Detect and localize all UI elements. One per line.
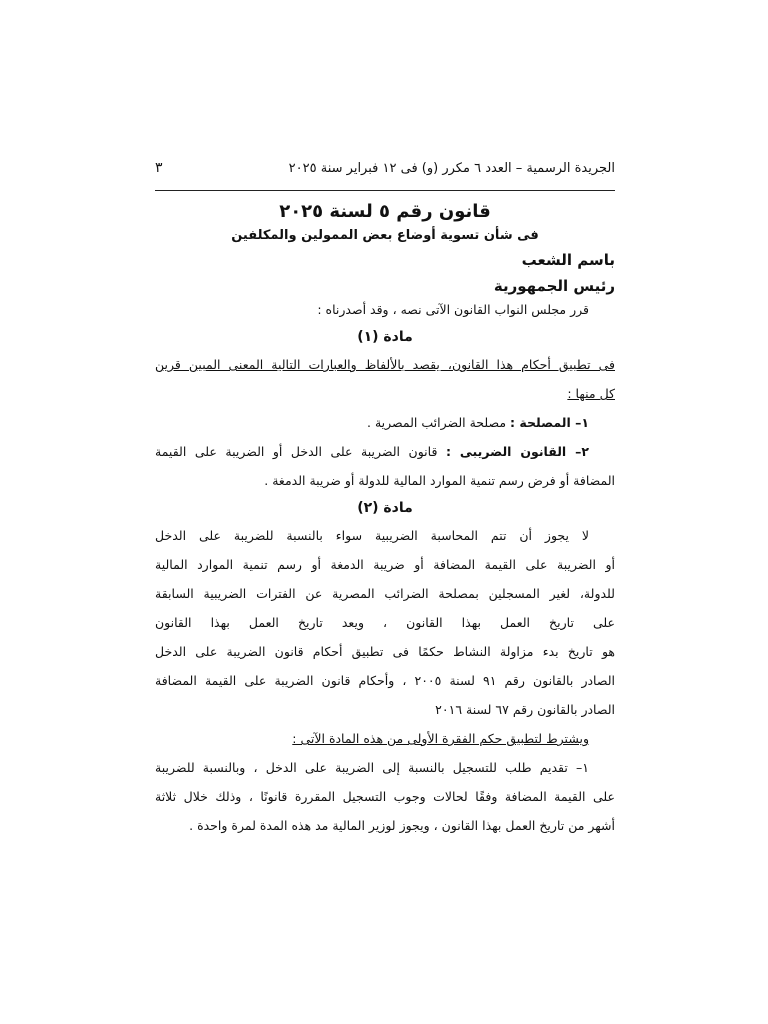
definition-2-term: ٢– القانون الضريبى : xyxy=(446,444,590,459)
definition-1 xyxy=(155,408,615,437)
gazette-header-title: الجريدة الرسمية – العدد ٦ مكرر (و) فى ١٢ فبراير سنة ٢٠٢٥ xyxy=(288,161,615,176)
gazette-page xyxy=(155,160,615,840)
header-divider xyxy=(155,190,615,191)
article-2-line: أو الضريبة على القيمة المضافة أو ضريبة الدمغة أو رسم تنمية الموارد المالية xyxy=(155,557,615,572)
article-2-line: للدولة، لغير المسجلين بمصلحة الضرائب المصرية عن الفترات الضريبية السابقة xyxy=(155,586,615,601)
definition-1-text: مصلحة الضرائب المصرية . xyxy=(367,415,507,430)
law-subtitle: فى شأن تسوية أوضاع بعض الممولين والمكلفين xyxy=(231,228,539,243)
page-number: ٣ xyxy=(155,160,163,176)
definition-2-text-line-1: قانون الضريبة على الدخل أو الضريبة على القيمة xyxy=(155,444,438,459)
page-header xyxy=(155,160,615,182)
article-2-line: على تاريخ العمل بهذا القانون ، ويعد تاريخ العمل بهذا القانون xyxy=(155,615,615,630)
article-2-heading: مادة (٢) xyxy=(357,500,413,516)
article-2-line: لا يجوز أن تتم المحاسبة الضريبية سواء بالنسبة للضريبة على الدخل xyxy=(155,528,589,543)
article-1-intro-line-2: كل منها : xyxy=(567,386,615,401)
article-2-line: الصادر بالقانون رقم ٩١ لسنة ٢٠٠٥ ، وأحكام قانون الضريبة على القيمة المضافة xyxy=(155,673,615,688)
law-title: قانون رقم ٥ لسنة ٢٠٢٥ xyxy=(279,201,491,222)
president-line: رئيس الجمهورية xyxy=(493,277,615,295)
article-2-line: الصادر بالقانون رقم ٦٧ لسنة ٢٠١٦ xyxy=(435,702,615,717)
definition-2-text-line-2: المضافة أو فرض رسم تنمية الموارد المالية للدولة أو ضريبة الدمغة . xyxy=(264,473,615,488)
condition-1-line: على القيمة المضافة وفقًا لحالات وجوب التسجيل المقررة قانونًا ، وذلك خلال ثلاثة xyxy=(155,789,615,804)
condition-1-line: أشهر من تاريخ العمل بهذا القانون ، ويجوز لوزير المالية مد هذه المدة لمرة واحدة . xyxy=(189,818,615,833)
preamble: قرر مجلس النواب القانون الآتى نصه ، وقد أصدرناه : xyxy=(317,302,589,317)
definition-1-term: ١– المصلحة : xyxy=(510,415,589,430)
article-1-heading: مادة (١) xyxy=(357,329,413,345)
article-2-line: هو تاريخ بدء مزاولة النشاط حكمًا فى تطبيق أحكام قانون الضريبة على الدخل xyxy=(155,644,615,659)
condition-1-line: ١– تقديم طلب للتسجيل بالنسبة إلى الضريبة على الدخل ، وبالنسبة للضريبة xyxy=(155,760,589,775)
article-1-intro-line-1: فى تطبيق أحكام هذا القانون، يقصد بالألفاظ والعبارات التالية المعنى المبين قرين xyxy=(155,357,615,372)
definition-2 xyxy=(155,437,615,466)
condition-intro: ويشترط لتطبيق حكم الفقرة الأولى من هذه المادة الآتى : xyxy=(292,731,589,746)
in-the-name-line: باسم الشعب xyxy=(521,251,615,269)
